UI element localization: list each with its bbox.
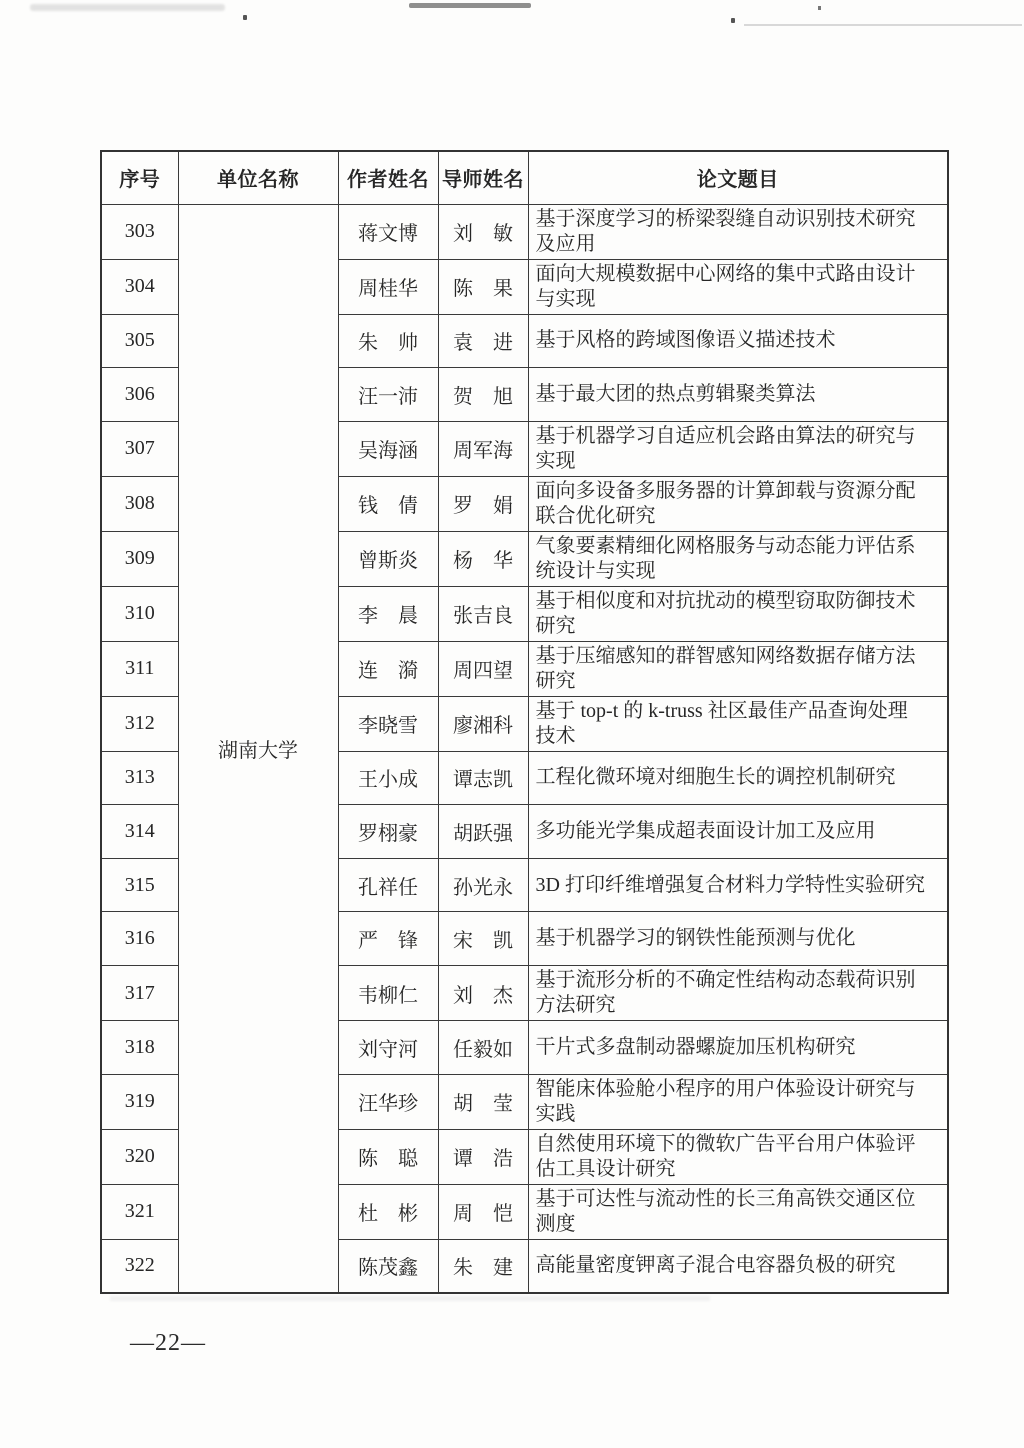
- scan-artifact: [243, 15, 247, 20]
- seq-cell: 321: [101, 1184, 178, 1239]
- author-cell: 韦柳仁: [338, 966, 438, 1021]
- title-cell: 3D 打印纤维增强复合材料力学特性实验研究: [528, 858, 948, 912]
- title-cell: 基于 top-t 的 k-truss 社区最佳产品查询处理技术: [528, 696, 948, 751]
- advisor-cell: 陈 果: [438, 259, 528, 314]
- author-cell: 钱 倩: [338, 476, 438, 531]
- scan-artifact: [110, 1296, 710, 1301]
- advisor-cell: 张吉良: [438, 586, 528, 641]
- advisor-cell: 周军海: [438, 421, 528, 476]
- seq-cell: 317: [101, 966, 178, 1021]
- author-cell: 李晓雪: [338, 696, 438, 751]
- seq-cell: 314: [101, 805, 178, 859]
- table-row: [101, 204, 948, 259]
- advisor-cell: 胡跃强: [438, 805, 528, 859]
- seq-cell: 320: [101, 1129, 178, 1184]
- author-cell: 刘守河: [338, 1021, 438, 1075]
- advisor-cell: 贺 旭: [438, 368, 528, 422]
- advisor-cell: 罗 娟: [438, 476, 528, 531]
- author-cell: 曾斯炎: [338, 531, 438, 586]
- author-cell: 周桂华: [338, 259, 438, 314]
- advisor-cell: 周 恺: [438, 1184, 528, 1239]
- seq-cell: 311: [101, 641, 178, 696]
- header-author: 作者姓名: [338, 151, 438, 204]
- unit-cell: 湖南大学: [178, 204, 338, 1293]
- author-cell: 罗栩豪: [338, 805, 438, 859]
- seq-cell: 308: [101, 476, 178, 531]
- table-header-row: [101, 151, 948, 204]
- seq-cell: 303: [101, 204, 178, 259]
- seq-cell: 313: [101, 751, 178, 805]
- scan-artifact: [409, 3, 531, 8]
- author-cell: 严 锋: [338, 912, 438, 966]
- seq-cell: 322: [101, 1239, 178, 1293]
- advisor-cell: 谭 浩: [438, 1129, 528, 1184]
- header-seq: 序号: [101, 151, 178, 204]
- seq-cell: 304: [101, 259, 178, 314]
- author-cell: 蒋文博: [338, 204, 438, 259]
- header-advisor: 导师姓名: [438, 151, 528, 204]
- title-cell: 基于可达性与流动性的长三角高铁交通区位测度: [528, 1184, 948, 1239]
- seq-cell: 318: [101, 1021, 178, 1075]
- title-cell: 干片式多盘制动器螺旋加压机构研究: [528, 1021, 948, 1075]
- advisor-cell: 刘 杰: [438, 966, 528, 1021]
- advisor-cell: 廖湘科: [438, 696, 528, 751]
- author-cell: 陈 聪: [338, 1129, 438, 1184]
- seq-cell: 316: [101, 912, 178, 966]
- seq-cell: 310: [101, 586, 178, 641]
- title-cell: 基于最大团的热点剪辑聚类算法: [528, 368, 948, 422]
- advisor-cell: 杨 华: [438, 531, 528, 586]
- title-cell: 面向大规模数据中心网络的集中式路由设计与实现: [528, 259, 948, 314]
- advisor-cell: 朱 建: [438, 1239, 528, 1293]
- seq-cell: 315: [101, 858, 178, 912]
- scan-artifact: [731, 18, 735, 23]
- author-cell: 陈茂鑫: [338, 1239, 438, 1293]
- scan-artifact: [744, 24, 1022, 26]
- title-cell: 智能床体验舱小程序的用户体验设计研究与实践: [528, 1074, 948, 1129]
- scan-artifact: [30, 4, 225, 11]
- title-cell: 高能量密度钾离子混合电容器负极的研究: [528, 1239, 948, 1293]
- author-cell: 汪一沛: [338, 368, 438, 422]
- advisor-cell: 孙光永: [438, 858, 528, 912]
- author-cell: 朱 帅: [338, 314, 438, 368]
- advisor-cell: 谭志凯: [438, 751, 528, 805]
- header-unit: 单位名称: [178, 151, 338, 204]
- advisor-cell: 任毅如: [438, 1021, 528, 1075]
- seq-cell: 312: [101, 696, 178, 751]
- title-cell: 基于机器学习的钢铁性能预测与优化: [528, 912, 948, 966]
- author-cell: 李 晨: [338, 586, 438, 641]
- thesis-table: [100, 150, 949, 1294]
- title-cell: 工程化微环境对细胞生长的调控机制研究: [528, 751, 948, 805]
- author-cell: 孔祥任: [338, 858, 438, 912]
- page-number: —22—: [130, 1330, 206, 1356]
- title-cell: 多功能光学集成超表面设计加工及应用: [528, 805, 948, 859]
- author-cell: 王小成: [338, 751, 438, 805]
- seq-cell: 306: [101, 368, 178, 422]
- author-cell: 吴海涵: [338, 421, 438, 476]
- author-cell: 连 漪: [338, 641, 438, 696]
- title-cell: 基于风格的跨域图像语义描述技术: [528, 314, 948, 368]
- title-cell: 基于深度学习的桥梁裂缝自动识别技术研究及应用: [528, 204, 948, 259]
- seq-cell: 305: [101, 314, 178, 368]
- advisor-cell: 刘 敏: [438, 204, 528, 259]
- title-cell: 基于相似度和对抗扰动的模型窃取防御技术研究: [528, 586, 948, 641]
- title-cell: 基于机器学习自适应机会路由算法的研究与实现: [528, 421, 948, 476]
- seq-cell: 319: [101, 1074, 178, 1129]
- header-title: 论文题目: [528, 151, 948, 204]
- advisor-cell: 周四望: [438, 641, 528, 696]
- advisor-cell: 宋 凯: [438, 912, 528, 966]
- title-cell: 自然使用环境下的微软广告平台用户体验评估工具设计研究: [528, 1129, 948, 1184]
- title-cell: 气象要素精细化网格服务与动态能力评估系统设计与实现: [528, 531, 948, 586]
- seq-cell: 307: [101, 421, 178, 476]
- advisor-cell: 袁 进: [438, 314, 528, 368]
- seq-cell: 309: [101, 531, 178, 586]
- title-cell: 基于流形分析的不确定性结构动态载荷识别方法研究: [528, 966, 948, 1021]
- title-cell: 面向多设备多服务器的计算卸载与资源分配联合优化研究: [528, 476, 948, 531]
- advisor-cell: 胡 莹: [438, 1074, 528, 1129]
- author-cell: 汪华珍: [338, 1074, 438, 1129]
- title-cell: 基于压缩感知的群智感知网络数据存储方法研究: [528, 641, 948, 696]
- author-cell: 杜 彬: [338, 1184, 438, 1239]
- scan-artifact: [818, 6, 821, 10]
